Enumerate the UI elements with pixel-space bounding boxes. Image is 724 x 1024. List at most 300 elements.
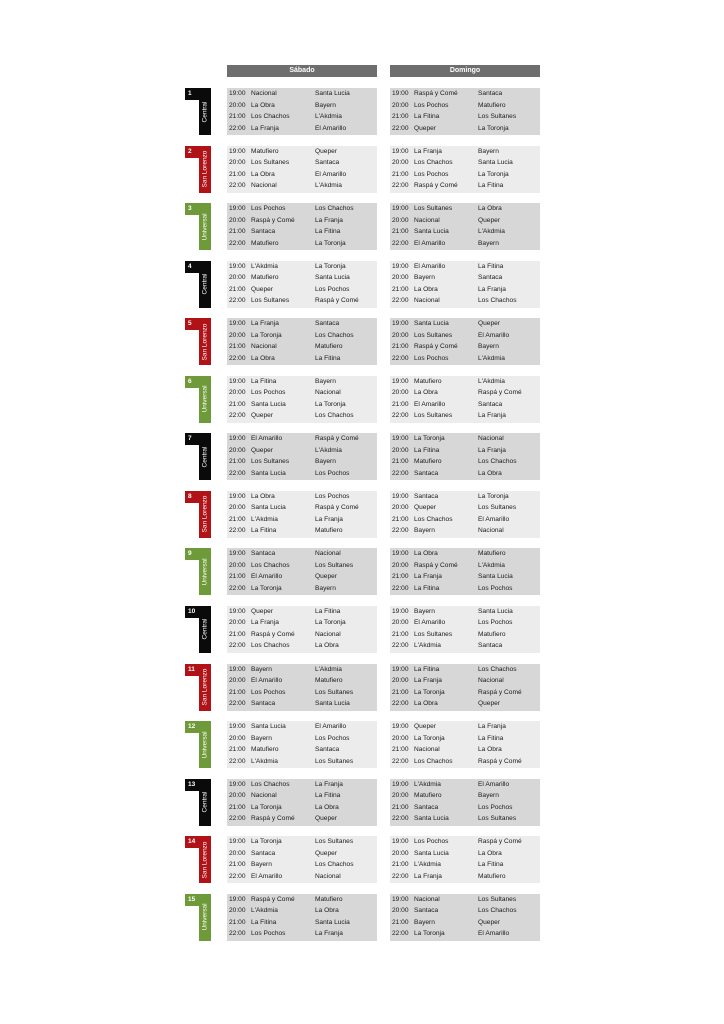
match-time: 22:00	[392, 872, 409, 880]
away-team: Bayern	[315, 377, 336, 385]
match-time: 21:00	[229, 803, 246, 811]
away-team: Nacional	[315, 550, 341, 558]
home-team: La Fitina	[414, 665, 440, 673]
away-team: Nacional	[478, 435, 504, 443]
match-row	[390, 376, 540, 388]
match-row	[227, 215, 377, 227]
match-row	[390, 157, 540, 169]
match-row	[227, 100, 377, 112]
home-team: Nacional	[414, 746, 440, 753]
match-row	[227, 445, 377, 457]
match-time: 19:00	[229, 147, 246, 155]
match-row	[227, 640, 377, 652]
away-team: Los Chachos	[478, 297, 517, 305]
saturday-matches	[227, 491, 377, 538]
away-team: El Amarillo	[478, 515, 510, 523]
away-team: Los Chachos	[315, 412, 354, 420]
match-row	[227, 905, 377, 917]
away-team: La Franja	[315, 930, 343, 938]
match-time: 20:00	[392, 792, 409, 800]
away-team: La Obra	[315, 642, 339, 650]
match-time: 21:00	[392, 515, 409, 523]
match-row	[390, 848, 540, 860]
home-team: Los Pochos	[251, 205, 286, 213]
match-row	[227, 698, 377, 710]
match-time: 21:00	[229, 285, 246, 293]
match-time: 20:00	[392, 101, 409, 109]
match-row	[390, 284, 540, 296]
venue-label	[199, 433, 211, 480]
match-time: 21:00	[392, 573, 409, 581]
away-team: Los Sultanes	[478, 895, 517, 903]
away-team: Matufiero	[315, 343, 343, 351]
away-team: La Toronja	[478, 492, 509, 500]
match-time: 21:00	[229, 861, 246, 869]
saturday-matches	[227, 433, 377, 480]
away-team: Queper	[315, 815, 337, 823]
match-time: 22:00	[392, 930, 409, 938]
match-row	[390, 617, 540, 629]
away-team: La Obra	[315, 803, 339, 811]
home-team: L'Akdmia	[251, 262, 278, 270]
match-row	[227, 583, 377, 595]
home-team: La Toronja	[414, 734, 445, 742]
match-time: 22:00	[392, 815, 409, 823]
sunday-matches	[390, 894, 540, 941]
home-team: La Obra	[414, 700, 438, 707]
home-team: Matufiero	[251, 746, 279, 753]
home-team: La Toronja	[251, 331, 282, 339]
match-time: 22:00	[392, 412, 409, 420]
home-team: La Franja	[414, 147, 442, 155]
venue-name: Central	[201, 273, 209, 295]
home-team: El Amarillo	[414, 262, 446, 270]
match-row	[390, 387, 540, 399]
match-time: 20:00	[392, 849, 409, 857]
home-team: La Franja	[251, 124, 279, 132]
away-team: L'Akdmia	[315, 446, 342, 454]
match-row	[227, 687, 377, 699]
home-team: Bayern	[414, 607, 435, 615]
match-row	[227, 733, 377, 745]
venue-label	[199, 779, 211, 826]
away-team: Nacional	[315, 872, 341, 880]
home-team: Queper	[414, 504, 436, 512]
match-time: 19:00	[229, 895, 246, 903]
venue-name: Central	[201, 446, 209, 468]
away-team: Matufiero	[478, 630, 506, 638]
away-team: Los Chachos	[478, 665, 517, 673]
sunday-matches	[390, 318, 540, 365]
venue-name: Universal	[201, 213, 209, 241]
match-time: 22:00	[229, 757, 246, 765]
saturday-matches	[227, 88, 377, 135]
away-team: La Toronja	[478, 170, 509, 178]
away-team: La Franja	[478, 285, 506, 293]
sunday-matches	[390, 664, 540, 711]
away-team: Raspá y Comé	[478, 838, 522, 846]
match-time: 20:00	[392, 331, 409, 339]
match-row	[227, 88, 377, 100]
home-team: Santaca	[414, 907, 439, 915]
match-row	[227, 525, 377, 537]
match-row	[390, 410, 540, 422]
match-time: 21:00	[229, 343, 246, 351]
away-team: La Fitina	[315, 792, 341, 800]
venue-label	[199, 376, 211, 423]
away-team: L'Akdmia	[315, 182, 342, 190]
away-team: Raspá y Comé	[478, 757, 522, 765]
away-team: Los Pochos	[315, 285, 350, 293]
sunday-matches	[390, 261, 540, 308]
home-team: Queper	[251, 607, 273, 615]
away-team: Queper	[478, 700, 500, 707]
home-team: Los Pochos	[251, 389, 286, 397]
home-team: Santa Lucia	[251, 400, 286, 408]
away-team: La Fitina	[478, 182, 504, 190]
home-team: El Amarillo	[251, 872, 283, 880]
away-team: Los Pochos	[478, 803, 513, 811]
match-row	[227, 721, 377, 733]
match-time: 21:00	[392, 861, 409, 869]
away-team: La Franja	[478, 412, 506, 420]
match-time: 19:00	[229, 838, 246, 846]
match-row	[390, 399, 540, 411]
match-row	[227, 779, 377, 791]
match-row	[390, 468, 540, 480]
match-row	[390, 272, 540, 284]
home-team: Santaca	[414, 469, 439, 477]
match-row	[390, 514, 540, 526]
saturday-matches	[227, 146, 377, 193]
sunday-matches	[390, 376, 540, 423]
away-team: Los Chachos	[315, 861, 354, 869]
sunday-matches	[390, 836, 540, 883]
away-team: La Franja	[478, 723, 506, 730]
away-team: Santa Lucia	[315, 90, 350, 97]
home-team: La Franja	[414, 677, 442, 684]
match-row	[390, 790, 540, 802]
match-time: 19:00	[392, 262, 409, 270]
away-team: Bayern	[478, 239, 499, 247]
match-row	[390, 756, 540, 768]
match-row	[390, 445, 540, 457]
home-team: Nacional	[414, 895, 440, 903]
home-team: Santa Lucia	[251, 723, 286, 730]
home-team: La Obra	[251, 101, 275, 109]
match-row	[227, 295, 377, 307]
fecha-number: 11	[185, 664, 211, 676]
match-time: 20:00	[229, 159, 246, 167]
away-team: Queper	[315, 147, 337, 155]
away-team: L'Akdmia	[478, 228, 505, 236]
match-time: 20:00	[229, 274, 246, 282]
match-row	[390, 456, 540, 468]
venue-label	[199, 318, 211, 365]
home-team: Santaca	[251, 550, 276, 558]
home-team: Matufiero	[414, 377, 442, 385]
away-team: Bayern	[315, 458, 336, 466]
away-team: Queper	[478, 320, 500, 328]
away-team: L'Akdmia	[478, 354, 505, 362]
home-team: Los Pochos	[251, 930, 286, 938]
match-row	[227, 871, 377, 883]
match-time: 20:00	[229, 389, 246, 397]
match-row	[390, 629, 540, 641]
match-row	[227, 629, 377, 641]
home-team: El Amarillo	[251, 677, 283, 684]
sunday-header: Domingo	[390, 65, 540, 77]
home-team: Santaca	[414, 492, 439, 500]
match-time: 19:00	[392, 377, 409, 385]
match-time: 22:00	[229, 412, 246, 420]
away-team: Santa Lucia	[478, 573, 513, 581]
match-time: 19:00	[392, 723, 409, 730]
away-team: Raspá y Comé	[478, 688, 522, 696]
match-row	[227, 756, 377, 768]
match-row	[227, 859, 377, 871]
match-row	[390, 894, 540, 906]
match-row	[390, 238, 540, 250]
home-team: La Obra	[414, 389, 438, 397]
match-time: 20:00	[392, 274, 409, 282]
match-time: 20:00	[392, 504, 409, 512]
fecha-number: 14	[185, 836, 211, 848]
match-time: 20:00	[392, 389, 409, 397]
fecha-number: 8	[185, 491, 211, 503]
home-team: Queper	[251, 285, 273, 293]
saturday-header: Sábado	[227, 65, 377, 77]
away-team: La Toronja	[315, 239, 346, 247]
home-team: Santa Lucia	[414, 320, 449, 328]
match-time: 19:00	[229, 665, 246, 673]
away-team: Matufiero	[315, 895, 343, 903]
match-row	[227, 226, 377, 238]
home-team: La Toronja	[414, 930, 445, 938]
venue-name: San Lorenzo	[201, 668, 209, 706]
home-team: Raspá y Comé	[414, 343, 458, 351]
away-team: Santaca	[315, 159, 340, 167]
venue-name: Universal	[201, 385, 209, 413]
match-row	[227, 491, 377, 503]
fecha-number: 6	[185, 376, 211, 388]
venue-name: San Lorenzo	[201, 150, 209, 188]
fecha-number: 7	[185, 433, 211, 445]
away-team: La Obra	[478, 849, 502, 857]
away-team: Matufiero	[315, 677, 343, 684]
match-row	[390, 571, 540, 583]
away-team: La Franja	[315, 780, 343, 788]
match-row	[227, 146, 377, 158]
match-time: 20:00	[229, 216, 246, 224]
match-row	[390, 664, 540, 676]
venue-name: San Lorenzo	[201, 841, 209, 879]
saturday-matches	[227, 261, 377, 308]
match-row	[227, 894, 377, 906]
home-team: Los Sultanes	[251, 297, 290, 305]
away-team: Bayern	[478, 792, 499, 800]
fecha-number: 1	[185, 88, 211, 100]
home-team: Queper	[251, 412, 273, 420]
home-team: El Amarillo	[251, 573, 283, 581]
match-time: 22:00	[392, 584, 409, 592]
match-row	[390, 88, 540, 100]
home-team: L'Akdmia	[251, 515, 278, 523]
match-row	[390, 203, 540, 215]
home-team: Matufiero	[251, 239, 279, 247]
away-team: Santa Lucia	[478, 159, 513, 167]
saturday-matches	[227, 203, 377, 250]
away-team: La Franja	[315, 515, 343, 523]
away-team: La Franja	[478, 446, 506, 454]
home-team: Matufiero	[414, 458, 442, 466]
match-time: 19:00	[229, 780, 246, 788]
home-team: Los Pochos	[414, 170, 449, 178]
away-team: La Toronja	[315, 400, 346, 408]
home-team: Santa Lucia	[251, 504, 286, 512]
venue-label	[199, 721, 211, 768]
home-team: Raspá y Comé	[414, 561, 458, 569]
match-row	[227, 514, 377, 526]
away-team: Raspá y Comé	[315, 435, 359, 443]
home-team: Los Pochos	[414, 354, 449, 362]
away-team: Matufiero	[478, 872, 506, 880]
match-time: 21:00	[229, 573, 246, 581]
match-row	[390, 859, 540, 871]
home-team: Nacional	[251, 182, 277, 190]
fecha-number: 3	[185, 203, 211, 215]
match-time: 21:00	[392, 458, 409, 466]
venue-name: Central	[201, 618, 209, 640]
away-team: Santa Lucia	[315, 918, 350, 926]
home-team: Los Chachos	[414, 159, 453, 167]
match-time: 22:00	[392, 469, 409, 477]
venue-name: Universal	[201, 558, 209, 586]
match-time: 22:00	[229, 182, 246, 190]
away-team: Los Sultanes	[315, 688, 354, 696]
match-time: 19:00	[229, 90, 246, 97]
home-team: Matufiero	[414, 792, 442, 800]
fecha-number: 5	[185, 318, 211, 330]
match-row	[227, 261, 377, 273]
match-time: 21:00	[392, 400, 409, 408]
venue-name: San Lorenzo	[201, 323, 209, 361]
away-team: Los Chachos	[315, 205, 354, 213]
match-row	[227, 318, 377, 330]
match-row	[227, 123, 377, 135]
match-time: 22:00	[392, 354, 409, 362]
home-team: Los Chachos	[414, 515, 453, 523]
match-time: 21:00	[229, 918, 246, 926]
match-row	[390, 917, 540, 929]
match-row	[227, 203, 377, 215]
home-team: La Obra	[251, 354, 275, 362]
sunday-matches	[390, 433, 540, 480]
match-row	[390, 905, 540, 917]
home-team: L'Akdmia	[414, 780, 441, 788]
home-team: Nacional	[251, 792, 277, 800]
away-team: Los Sultanes	[478, 815, 517, 823]
home-team: Nacional	[414, 216, 440, 224]
home-team: L'Akdmia	[251, 757, 278, 765]
match-row	[390, 341, 540, 353]
match-time: 21:00	[229, 228, 246, 236]
away-team: Los Pochos	[315, 492, 350, 500]
match-time: 19:00	[392, 550, 409, 558]
away-team: La Fitina	[478, 262, 504, 270]
home-team: La Franja	[251, 320, 279, 328]
home-team: La Fitina	[414, 113, 440, 120]
match-row	[390, 871, 540, 883]
fecha-number: 9	[185, 548, 211, 560]
away-team: L'Akdmia	[315, 665, 342, 673]
venue-label	[199, 664, 211, 711]
away-team: Santaca	[478, 274, 503, 282]
away-team: Queper	[478, 216, 500, 224]
home-team: La Obra	[414, 550, 438, 558]
match-row	[227, 548, 377, 560]
home-team: Los Sultanes	[414, 331, 453, 339]
home-team: Santaca	[414, 803, 439, 811]
away-team: El Amarillo	[478, 780, 510, 788]
match-row	[390, 606, 540, 618]
match-time: 22:00	[229, 527, 246, 535]
match-time: 19:00	[229, 205, 246, 213]
match-time: 19:00	[229, 262, 246, 270]
match-time: 20:00	[229, 849, 246, 857]
away-team: Bayern	[315, 101, 336, 109]
match-row	[227, 284, 377, 296]
home-team: Bayern	[414, 274, 435, 282]
home-team: Queper	[414, 723, 436, 730]
match-time: 19:00	[229, 377, 246, 385]
home-team: Los Sultanes	[414, 630, 453, 638]
venue-label	[199, 606, 211, 653]
match-time: 19:00	[229, 435, 246, 443]
match-time: 20:00	[229, 446, 246, 454]
match-row	[390, 583, 540, 595]
home-team: Los Sultanes	[414, 412, 453, 420]
away-team: Los Chachos	[478, 458, 517, 466]
match-time: 22:00	[392, 757, 409, 765]
away-team: Santaca	[315, 746, 340, 753]
match-row	[390, 318, 540, 330]
away-team: Santaca	[478, 400, 503, 408]
match-row	[227, 433, 377, 445]
home-team: La Toronja	[251, 838, 282, 846]
match-row	[227, 928, 377, 940]
match-row	[227, 675, 377, 687]
match-time: 19:00	[392, 780, 409, 788]
venue-label	[199, 491, 211, 538]
home-team: Nacional	[251, 90, 277, 97]
match-row	[227, 157, 377, 169]
venue-label	[199, 836, 211, 883]
away-team: L'Akdmia	[315, 113, 342, 120]
away-team: Raspá y Comé	[315, 504, 359, 512]
venue-name: San Lorenzo	[201, 495, 209, 533]
match-row	[390, 111, 540, 123]
home-team: L'Akdmia	[414, 642, 441, 650]
match-time: 22:00	[229, 124, 246, 132]
home-team: La Toronja	[414, 435, 445, 443]
match-row	[390, 123, 540, 135]
venue-name: Universal	[201, 903, 209, 931]
match-time: 20:00	[229, 331, 246, 339]
home-team: La Fitina	[251, 527, 277, 535]
away-team: Los Sultanes	[315, 838, 354, 846]
home-team: Queper	[251, 446, 273, 454]
